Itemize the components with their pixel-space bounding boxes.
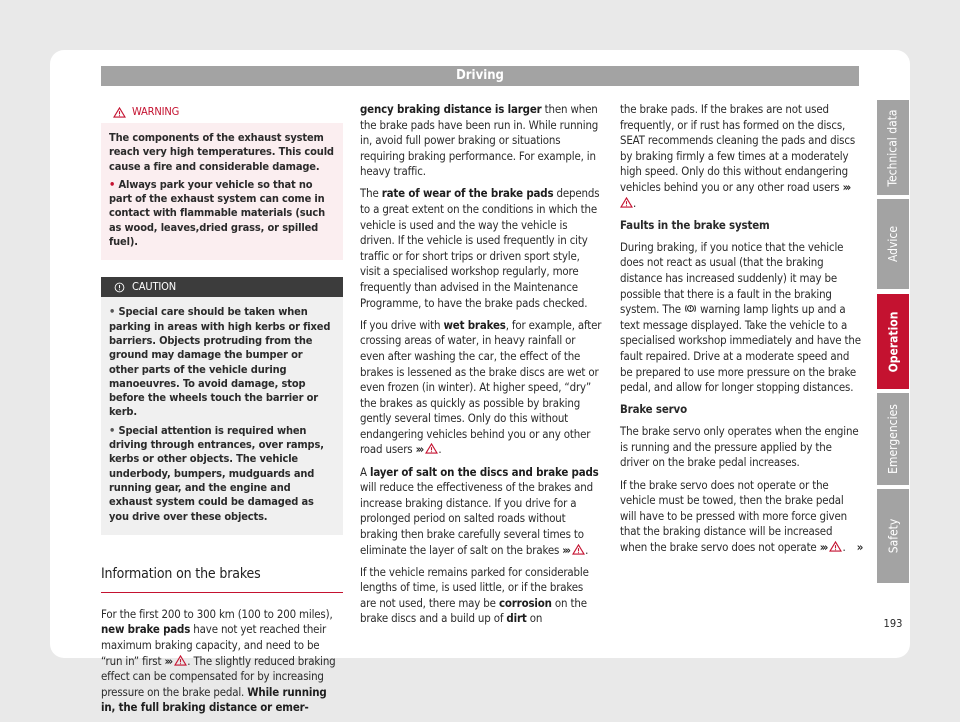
cross-reference-arrows-icon[interactable]: ››› (415, 442, 423, 457)
bullet-icon: • (109, 305, 116, 319)
column-1 (101, 102, 343, 722)
cross-reference-arrows-icon[interactable]: ››› (819, 539, 827, 554)
caution-bullet-1 (109, 305, 335, 419)
caution-bullet-2 (109, 424, 335, 524)
page-header: Driving (101, 66, 859, 86)
caution-body (101, 297, 343, 534)
brake-warning-lamp-icon (684, 303, 697, 314)
paragraph: If the vehicle remains parked for considerable lengths of time, is used little, or if the brakes are not used, there may be corrosion on the brake discs and a build up of dirt on (360, 564, 589, 626)
warning-bullet-text: Always park your vehicle so that no part of the exhaust system can come in contact with flammable materials (such as wood, leaves,dried grass, or spilled fuel). (109, 177, 325, 249)
cross-reference-arrows-icon[interactable]: ››› (164, 653, 172, 668)
tab-label: Safety (886, 518, 900, 554)
caution-bullet-2-text: Special attention is required when driving through entrances, over ramps, kerbs or other objects. The vehicle underbody, bumpers, mudguards and running gear, and the engine and exhaust system could be damaged as you drive over these objects. (109, 423, 324, 523)
caution-label: CAUTION (132, 280, 177, 294)
page-number: 193 (883, 617, 903, 630)
section-title: Information on the brakes (101, 565, 343, 593)
tab-label: Technical data (886, 108, 900, 187)
paragraph: gency braking distance is larger then when the brake pads have been run in. While running in, avoid full power braking or situations requiring braking performance. For example, in heavy traffic. (360, 102, 599, 179)
column-3 (620, 102, 862, 562)
tab-label: Operation (886, 311, 900, 372)
paragraph: the brake pads. If the brakes are not used frequently, or if rust has formed on the discs, SEAT recommends cleaning the pads and discs by braking firmly a few times at a moderately high speed. Only do this without endangering vehicles behind you or any other road users ››› . (620, 102, 856, 210)
paragraph: During braking, if you notice that the vehicle does not react as usual (that the braking distance has increased suddenly) it may be possible that there is a fault in the braking system. The warning lamp lights up and a text message displayed. Take the vehicle to a specialised workshop immediately and have the fault repaired. Drive at a moderate speed and be prepared to use more pressure on the brake pedal, and allow for longer stopping distances. (620, 239, 861, 395)
cross-reference-arrows-icon[interactable]: ››› (562, 542, 569, 557)
tab-technical-data[interactable] (877, 100, 909, 195)
warning-header (101, 102, 343, 123)
tab-safety[interactable] (877, 489, 909, 583)
continue-arrow-icon[interactable]: » (856, 539, 862, 554)
subheading-faults: Faults in the brake system (620, 217, 770, 232)
warning-text: The components of the exhaust system reach very high temperatures. This could cause a fire and considerable damage. (109, 131, 334, 173)
info-circle-icon (113, 282, 126, 293)
warning-triangle-icon (174, 655, 187, 666)
paragraph: The brake servo only operates when the engine is running and the pressure applied by the driver on the brake pedal increases. (620, 424, 859, 470)
bullet-icon: • (109, 423, 116, 437)
paragraph: If you drive with wet brakes, for example, after crossing areas of water, in heavy rainfall or even after washing the car, the effect of the brakes is lessened as the brake discs are wet or even frozen (in winter). At higher speed, “dry” the brakes as quickly as possible by braking gently several times. Only do this without endangering vehicles behind you or any other road users ››› . (360, 317, 602, 457)
bullet-icon: • (109, 177, 116, 191)
warning-box (101, 102, 343, 260)
tab-emergencies[interactable] (877, 393, 909, 485)
warning-triangle-icon (829, 541, 842, 552)
paragraph: The rate of wear of the brake pads depends to a great extent on the conditions in which the vehicle is used and the way the vehicle is driven. If the vehicle is used frequently in city traffic or for short trips or driven sport style, visit a specialised workshop regularly, more frequently than advised in the Maintenance Programme, to have the brake pads checked. (360, 186, 600, 310)
subheading-brake-servo: Brake servo (620, 402, 687, 417)
warning-triangle-icon (620, 197, 633, 208)
warning-triangle-icon (113, 107, 126, 118)
paragraph: If the brake servo does not operate or the vehicle must be towed, then the brake pedal will have to be pressed with more force given that the braking distance will be increased when the brake servo does not operate ››› . » (620, 477, 862, 554)
intro-paragraph: For the first 200 to 300 km (100 to 200 miles), new brake pads have not yet reached their maximum braking capacity, and need to be “run in” first ››› . The slightly reduced braking effect can be compensated for by increasing pressure on the brake pedal. While running in, the full braking distance or emer- (101, 606, 336, 715)
warning-triangle-icon (572, 544, 585, 555)
tab-advice[interactable] (877, 199, 909, 289)
warning-body (101, 123, 343, 260)
cross-reference-arrows-icon[interactable]: ››› (842, 179, 850, 194)
warning-triangle-icon (425, 443, 438, 454)
caution-bullet-1-text: Special care should be taken when parking in areas with high kerbs or fixed barriers. Objects protruding from the ground may damage the bumper or other parts of the vehicle during manoeuvres. To avoid damage, stop before the wheels touch the barrier or kerb. (109, 305, 331, 419)
warning-bullet (109, 178, 335, 249)
column-2 (360, 102, 602, 634)
tab-operation[interactable] (877, 294, 909, 389)
tab-label: Advice (886, 226, 900, 262)
caution-header (101, 277, 343, 297)
warning-label: WARNING (132, 105, 180, 118)
caution-box (101, 277, 343, 534)
tab-label: Emergencies (886, 404, 901, 474)
paragraph: A layer of salt on the discs and brake pads will reduce the effectiveness of the brakes and increase braking distance. If you drive for a prolonged period on salted roads without braking then brake carefully several times to eliminate the layer of salt on the brakes ››› . (360, 464, 599, 557)
